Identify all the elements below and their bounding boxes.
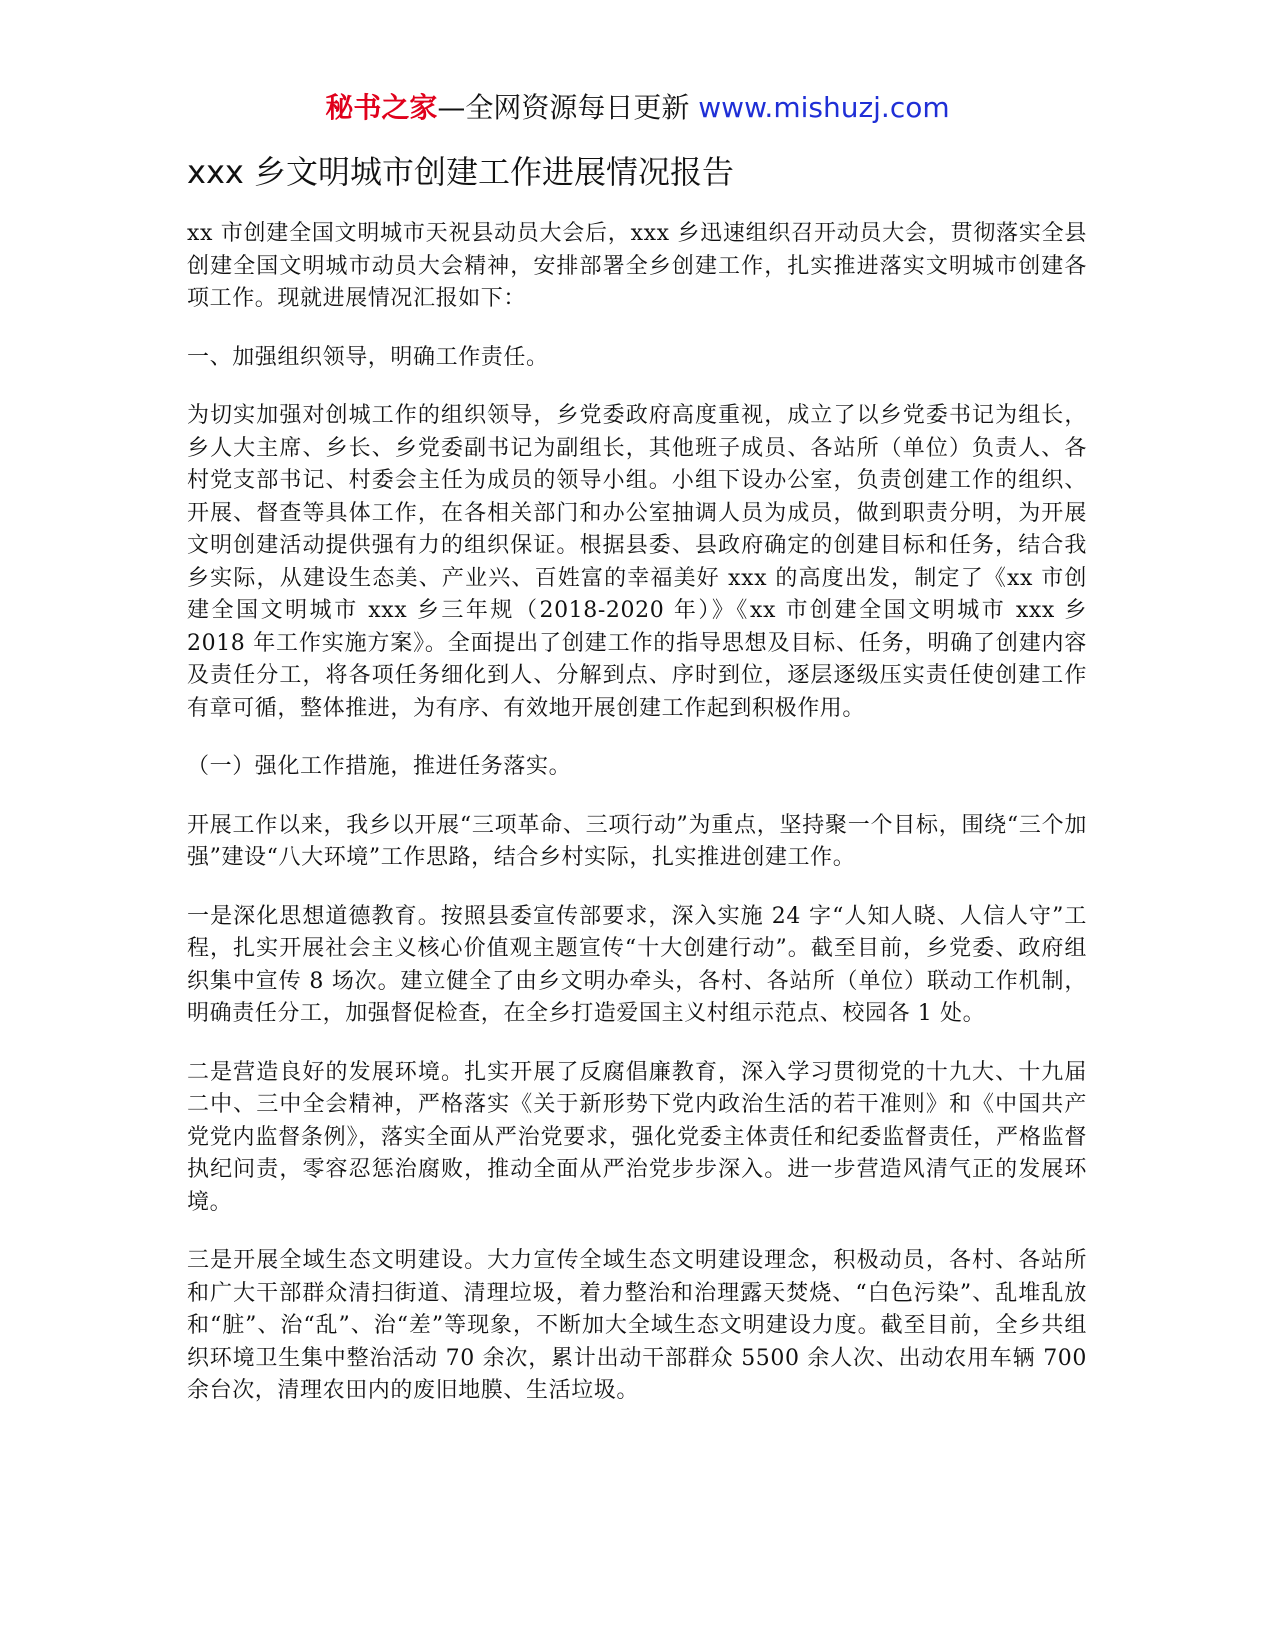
body-paragraph: 为切实加强对创城工作的组织领导，乡党委政府高度重视，成立了以乡党委书记为组长，乡人大主席、乡长、乡党委副书记为副组长，其他班子成员、各站所（单位）负责人、各村党支部书记、村委会主任为成员的领导小组。小组下设办公室，负责创建工作的组织、开展、督查等具体工作，在各相关部门和办公室抽调人员为成员，做到职责分明，为开展文明创建活动提供强有力的组织保证。根据县委、县政府确定的创建目标和任务，结合我乡实际，从建设生态美、产业兴、百姓富的幸福美好 xxx 的高度出发，制定了《xx 市创建全国文明城市 xxx 乡三年规（2018-2020 年）》《xx 市创建全国文明城市 xxx 乡 2018 年工作实施方案》。全面提出了创建工作的指导思想及目标、任务，明确了创建内容及责任分工，将各项任务细化到人、分解到点、序时到位，逐层逐级压实责任使创建工作有章可循，整体推进，为有序、有效地开展创建工作起到积极作用。 xyxy=(187,403,1087,721)
brand-name: 秘书之家 xyxy=(325,91,438,124)
section-heading-1: 一、加强组织领导，明确工作责任。 xyxy=(187,344,549,370)
body-paragraph: 二是营造良好的发展环境。扎实开展了反腐倡廉教育，深入学习贯彻党的十九大、十九届二中、三中全会精神，严格落实《关于新形势下党内政治生活的若干准则》和《中国共产党党内监督条例》，落实全面从严治党要求，强化党委主体责任和纪委监督责任，严格监督执纪问责，零容忍惩治腐败，推动全面从严治党步步深入。进一步营造风清气正的发展环境。 xyxy=(187,1059,1087,1215)
body-paragraph: 三是开展全域生态文明建设。大力宣传全域生态文明建设理念，积极动员，各村、各站所和广大干部群众清扫街道、清理垃圾，着力整治和治理露天焚烧、“白色污染”、乱堆乱放和“脏”、治“乱”、治“差”等现象，不断加大全域生态文明建设力度。截至目前，全乡共组织环境卫生集中整治活动 70 余次，累计出动干部群众 5500 余人次、出动农用车辆 700 余台次，清理农田内的废旧地膜、生活垃圾。 xyxy=(187,1248,1087,1403)
document-body xyxy=(187,218,1087,1434)
intro-paragraph: xx 市创建全国文明城市天祝县动员大会后，xxx 乡迅速组织召开动员大会，贯彻落实全县创建全国文明城市动员大会精神，安排部署全乡创建工作，扎实推进落实文明城市创建各项工作。现就进展情况汇报如下： xyxy=(187,221,1087,311)
site-url-link[interactable]: www.mishuzj.com xyxy=(698,91,950,124)
document-title: xxx 乡文明城市创建工作进展情况报告 xyxy=(187,153,734,191)
body-paragraph: 开展工作以来，我乡以开展“三项革命、三项行动”为重点，坚持聚一个目标，围绕“三个加强”建设“八大环境”工作思路，结合乡村实际，扎实推进创建工作。 xyxy=(187,812,1087,870)
banner-tagline: —全网资源每日更新 xyxy=(437,91,699,124)
site-banner xyxy=(0,88,1275,128)
body-paragraph: 一是深化思想道德教育。按照县委宣传部要求，深入实施 24 字“人知人晓、人信人守”工程，扎实开展社会主义核心价值观主题宣传“十大创建行动”。截至目前，乡党委、政府组织集中宣传 8 场次。建立健全了由乡文明办牵头，各村、各站所（单位）联动工作机制，明确责任分工，加强督促检查，在全乡打造爱国主义村组示范点、校园各 1 处。 xyxy=(187,903,1087,1026)
subsection-heading-1: （一）强化工作措施，推进任务落实。 xyxy=(187,754,572,779)
